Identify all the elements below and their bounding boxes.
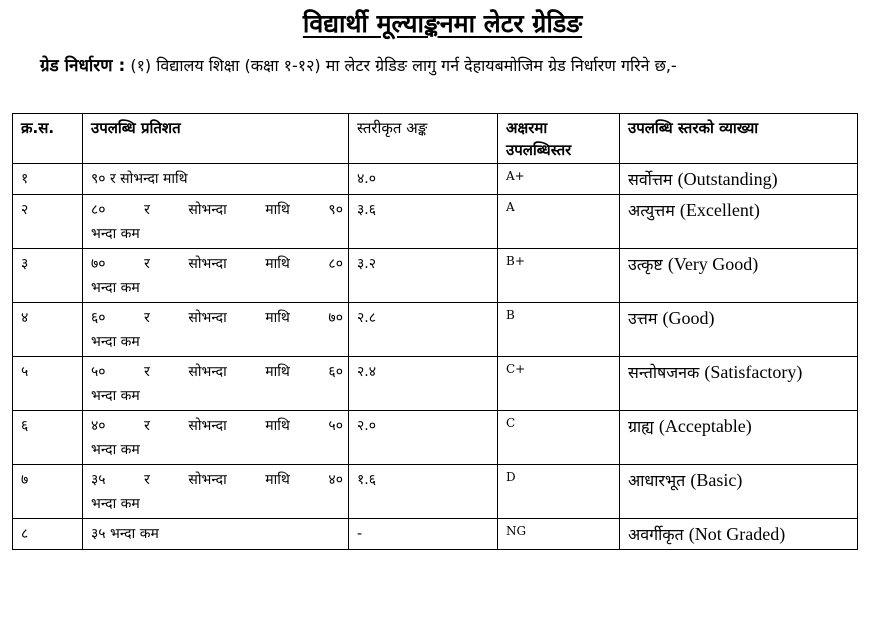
cell-percentage <box>83 303 349 357</box>
cell-description <box>620 357 858 411</box>
cell-description <box>620 195 858 249</box>
cell-description <box>620 303 858 357</box>
cell-grade-point: ३.२ <box>349 249 498 303</box>
table-header-row <box>13 114 858 164</box>
description-nepali: उत्कृष्ट <box>628 255 663 274</box>
cell-percentage <box>83 519 349 550</box>
table-row <box>13 519 858 550</box>
description-english: (Very Good) <box>667 254 759 274</box>
cell-grade-point: २.८ <box>349 303 498 357</box>
table-body <box>13 164 858 550</box>
cell-grade-point: २.४ <box>349 357 498 411</box>
cell-serial: ३ <box>13 249 83 303</box>
intro-text: (१) विद्यालय शिक्षा (कक्षा १-१२) मा लेटर ग्रेडिङ लागु गर्न देहायबमोजिम ग्रेड निर्धारण गरिने छ,- <box>130 56 677 75</box>
cell-letter-grade: B <box>498 303 620 357</box>
table-row <box>13 195 858 249</box>
description-nepali: ग्राह्य <box>628 417 654 436</box>
percentage-range-continuation: भन्दा कम <box>91 442 140 458</box>
cell-letter-grade: D <box>498 465 620 519</box>
percentage-range: ६० र सोभन्दा माथि ७० <box>91 310 343 326</box>
page-title-text: विद्यार्थी मूल्याङ्कनमा लेटर ग्रेडिङ <box>302 9 583 38</box>
percentage-range: ७० र सोभन्दा माथि ८० <box>91 256 343 272</box>
header-percentage: उपलब्धि प्रतिशत <box>83 114 349 164</box>
header-letter-grade: अक्षरमा उपलब्धिस्तर <box>498 114 620 164</box>
cell-serial: ४ <box>13 303 83 357</box>
table-row <box>13 357 858 411</box>
percentage-range: ८० र सोभन्दा माथि ९० <box>91 202 343 218</box>
cell-letter-grade: C <box>498 411 620 465</box>
description-english: (Acceptable) <box>658 416 752 436</box>
table-row <box>13 303 858 357</box>
header-description: उपलब्धि स्तरको व्याख्या <box>620 114 858 164</box>
cell-percentage <box>83 357 349 411</box>
intro-paragraph <box>40 52 878 80</box>
description-english: (Excellent) <box>679 200 760 220</box>
cell-grade-point: १.६ <box>349 465 498 519</box>
cell-grade-point: ३.६ <box>349 195 498 249</box>
grading-table <box>12 113 858 550</box>
percentage-range-continuation: भन्दा कम <box>91 388 140 404</box>
table-row <box>13 411 858 465</box>
description-english: (Good) <box>662 308 715 328</box>
cell-percentage <box>83 195 349 249</box>
cell-letter-grade: NG <box>498 519 620 550</box>
cell-percentage <box>83 411 349 465</box>
description-nepali: आधारभूत <box>628 471 686 490</box>
cell-serial: ६ <box>13 411 83 465</box>
description-nepali: उत्तम <box>628 309 658 328</box>
description-english: (Satisfactory) <box>704 362 803 382</box>
cell-serial: ५ <box>13 357 83 411</box>
percentage-range-continuation: भन्दा कम <box>91 334 140 350</box>
cell-description <box>620 411 858 465</box>
percentage-range: ९० र सोभन्दा माथि <box>91 171 188 187</box>
description-english: (Basic) <box>690 470 743 490</box>
percentage-range: ५० र सोभन्दा माथि ६० <box>91 364 343 380</box>
cell-description <box>620 249 858 303</box>
cell-grade-point: २.० <box>349 411 498 465</box>
table-row <box>13 465 858 519</box>
description-english: (Not Graded) <box>688 524 786 544</box>
cell-description <box>620 465 858 519</box>
percentage-range: ३५ र सोभन्दा माथि ४० <box>91 472 343 488</box>
percentage-range-continuation: भन्दा कम <box>91 496 140 512</box>
description-nepali: अवर्गीकृत <box>628 525 684 544</box>
description-nepali: सर्वोत्तम <box>628 170 673 189</box>
intro-lead: ग्रेड निर्धारण : <box>40 56 126 76</box>
cell-percentage <box>83 249 349 303</box>
cell-description <box>620 519 858 550</box>
percentage-range-continuation: भन्दा कम <box>91 226 140 242</box>
percentage-range: ४० र सोभन्दा माथि ५० <box>91 418 343 434</box>
cell-letter-grade: C+ <box>498 357 620 411</box>
percentage-range: ३५ भन्दा कम <box>91 526 159 542</box>
cell-letter-grade: B+ <box>498 249 620 303</box>
description-english: (Outstanding) <box>677 169 778 189</box>
description-nepali: अत्युत्तम <box>628 201 675 220</box>
cell-serial: २ <box>13 195 83 249</box>
cell-serial: ८ <box>13 519 83 550</box>
cell-percentage <box>83 465 349 519</box>
header-grade-point: स्तरीकृत अङ्क <box>349 114 498 164</box>
cell-serial: १ <box>13 164 83 195</box>
cell-description <box>620 164 858 195</box>
cell-serial: ७ <box>13 465 83 519</box>
cell-letter-grade: A <box>498 195 620 249</box>
cell-grade-point: ४.० <box>349 164 498 195</box>
cell-percentage <box>83 164 349 195</box>
page-title <box>0 6 885 40</box>
table-row <box>13 249 858 303</box>
percentage-range-continuation: भन्दा कम <box>91 280 140 296</box>
description-nepali: सन्तोषजनक <box>628 363 700 382</box>
header-serial: क्र.स. <box>13 114 83 164</box>
cell-grade-point: - <box>349 519 498 550</box>
cell-letter-grade: A+ <box>498 164 620 195</box>
table-row <box>13 164 858 195</box>
